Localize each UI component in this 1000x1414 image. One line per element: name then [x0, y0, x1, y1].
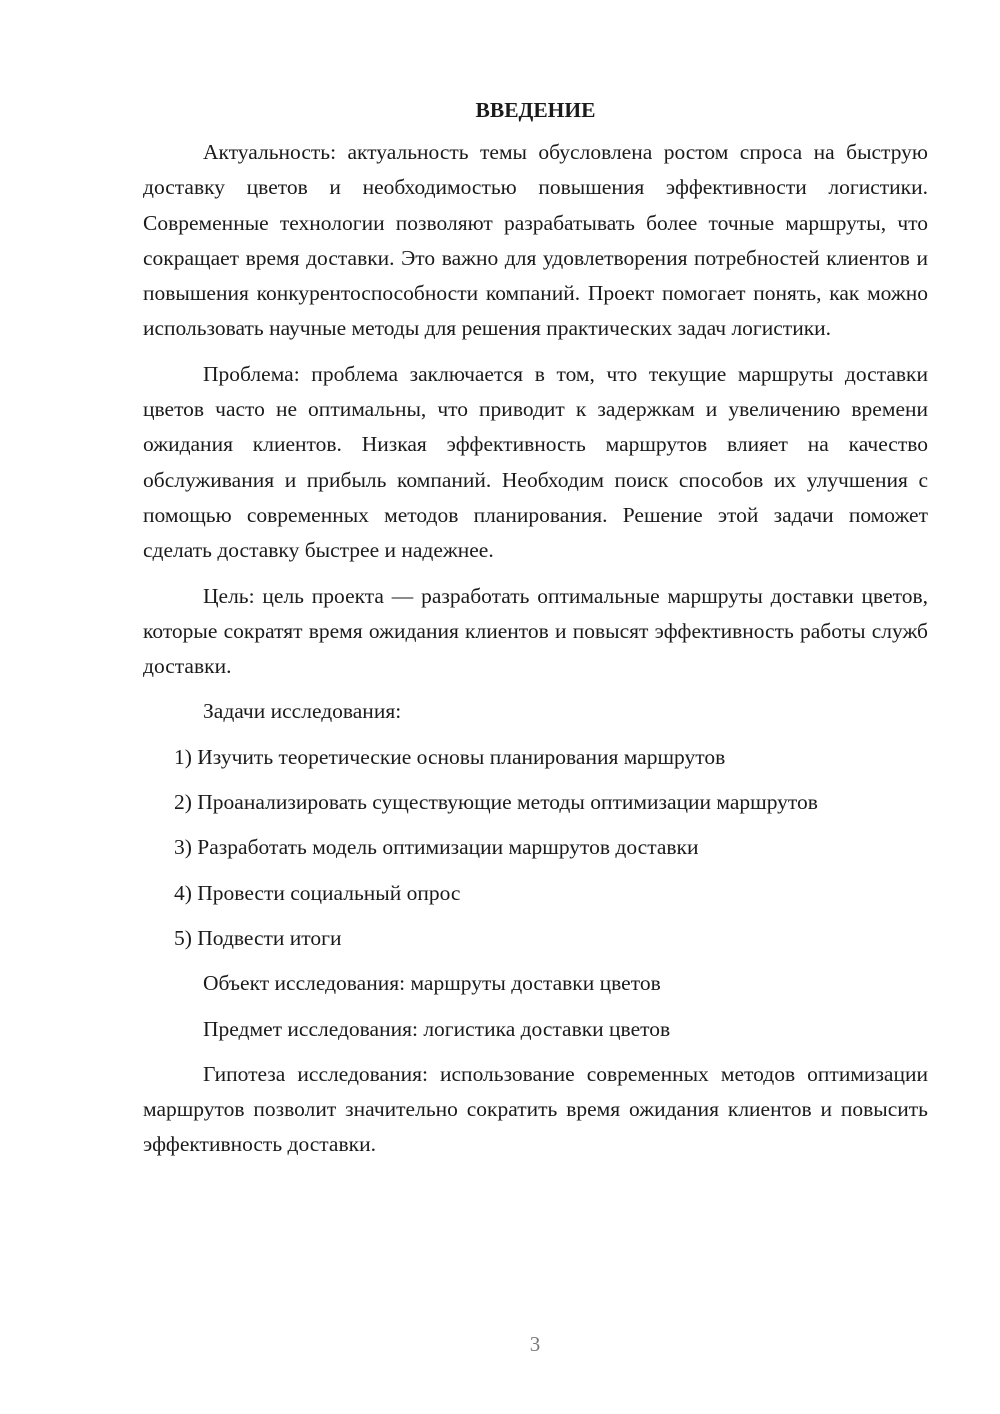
page-title: ВВЕДЕНИЕ [475, 98, 596, 122]
list-item: 2) Проанализировать существующие методы оптимизации маршрутов [174, 790, 818, 815]
paragraph-problem: Проблема: проблема заключается в том, что текущие маршруты доставки цветов часто не оптимальны, что приводит к задержкам и увеличению времени ожидания клиентов. Низкая эффективность маршрутов влияет на качество обслуживания и прибыль компаний. Необходим поиск способов их улучшения с помощью современных методов планирования. Решение этой задачи поможет сделать доставку быстрее и надежнее. [143, 361, 928, 563]
list-item: 5) Подвести итоги [174, 925, 342, 950]
list-item: 1) Изучить теоретические основы планирования маршрутов [174, 744, 726, 769]
research-subject: Предмет исследования: логистика доставки цветов [203, 1016, 671, 1041]
paragraph-actuality: Актуальность: актуальность темы обусловлена ростом спроса на быструю доставку цветов и необходимостью повышения эффективности логистики. Современные технологии позволяют разрабатывать более точные маршруты, что сокращает время доставки. Это важно для удовлетворения потребностей клиентов и повышения конкурентоспособности компаний. Проект помогает понять, как можно использовать научные методы для решения практических задач логистики. [143, 140, 928, 341]
tasks-heading: Задачи исследования: [203, 699, 402, 724]
list-item: 4) Провести социальный опрос [174, 880, 461, 905]
list-item: 3) Разработать модель оптимизации маршрутов доставки [174, 835, 699, 860]
tasks-list [143, 740, 928, 956]
paragraph-goal: Цель: цель проекта — разработать оптимальные маршруты доставки цветов, которые сократят время ожидания клиентов и повысят эффективность работы служб доставки. [143, 583, 928, 679]
page-content [143, 95, 928, 1163]
paragraph-hypothesis: Гипотеза исследования: использование современных методов оптимизации маршрутов позволит значительно сократить время ожидания клиентов и повысить эффективность доставки. [143, 1061, 928, 1157]
research-object: Объект исследования: маршруты доставки цветов [203, 971, 661, 996]
page-number: 3 [529, 1332, 541, 1356]
